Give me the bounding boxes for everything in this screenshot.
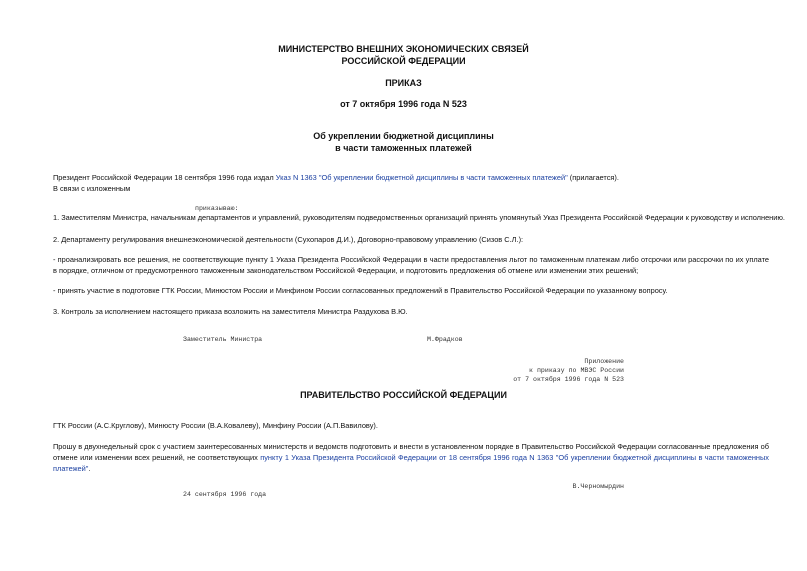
ministry-line-1: МИНИСТЕРСТВО ВНЕШНИХ ЭКОНОМИЧЕСКИХ СВЯЗЕЙ [278, 44, 529, 54]
doc-title-line-2: в части таможенных платежей [335, 143, 472, 153]
request-text: Прошу в двухнедельный срок с участием заинтересованных министерств и ведомств подготовить и внести в установленном порядке в Правительство Российской Федерации согласованные предложения об отмене или изменении всех решений, не соответствующих [53, 442, 769, 462]
order-word: приказываю: [195, 205, 239, 212]
signature-position: Заместитель Министра [183, 336, 263, 343]
appendix-line-2: к приказу по МВЭС России [529, 367, 624, 374]
item-1: 1. Заместителям Министра, начальникам департаментов и управлений, руководителям подведомственных организаций принять упомянутый Указ Президента Российской Федерации к руководству и исполнению. [53, 213, 785, 222]
government-request [53, 441, 769, 474]
government-addressees: ГТК России (А.С.Круглову), Минюсту России (В.А.Ковалеву), Минфину России (А.П.Вавилову). [53, 421, 378, 430]
government-title: ПРАВИТЕЛЬСТВО РОССИЙСКОЙ ФЕДЕРАЦИИ [300, 390, 507, 400]
item-2a: - проанализировать все решения, не соответствующие пункту 1 Указа Президента Российской Федерации в части предоставления льгот по таможенным платежам либо отсрочки или рассрочки по их уплате в порядке, отличном от предусмотренного таможенным законодательством Российской Федерации, и подготовить предложения об отмене или изменении этих решений; [53, 255, 769, 275]
doc-date-number: от 7 октября 1996 года N 523 [340, 99, 467, 109]
government-date: 24 сентября 1996 года [183, 491, 267, 498]
ministry-line-2: РОССИЙСКОЙ ФЕДЕРАЦИИ [341, 56, 466, 66]
item-2b: - принять участие в подготовке ГТК России, Минюстом России и Минфином России согласованных предложений в Правительство Российской Федерации по указанному вопросу. [53, 286, 668, 295]
doc-type: ПРИКАЗ [385, 78, 422, 88]
paragraph-in-connection: В связи с изложенным [53, 184, 131, 193]
appendix-line-3: от 7 октября 1996 года N 523 [513, 376, 624, 383]
appendix-line-1: Приложение [584, 358, 624, 365]
paragraph-text-end: (прилагается). [567, 173, 619, 182]
government-signer: В.Черномырдин [572, 483, 624, 490]
doc-title-line-1: Об укреплении бюджетной дисциплины [313, 131, 494, 141]
request-text-end: . [88, 464, 91, 473]
decree-1363-link[interactable]: Указ N 1363 "Об укреплении бюджетной дисциплины в части таможенных платежей" [275, 173, 568, 182]
item-2: 2. Департаменту регулирования внешнеэкономической деятельности (Сухопаров Д.И.), Договорно-правовому управлению (Сизов С.Л.): [53, 235, 524, 244]
signature-name: М.Фрадков [427, 336, 463, 343]
item-3: 3. Контроль за исполнением настоящего приказа возложить на заместителя Министра Раздухова В.Ю. [53, 307, 408, 316]
decree-point-1-link[interactable]: пункту 1 Указа Президента Российской Федерации от 18 сентября 1996 года N 1363 "Об укреплении бюджетной дисциплины в части таможенных платежей" [53, 453, 769, 473]
paragraph-text: Президент Российской Федерации 18 сентября 1996 года издал [53, 173, 276, 182]
paragraph-president-decree [53, 172, 769, 183]
